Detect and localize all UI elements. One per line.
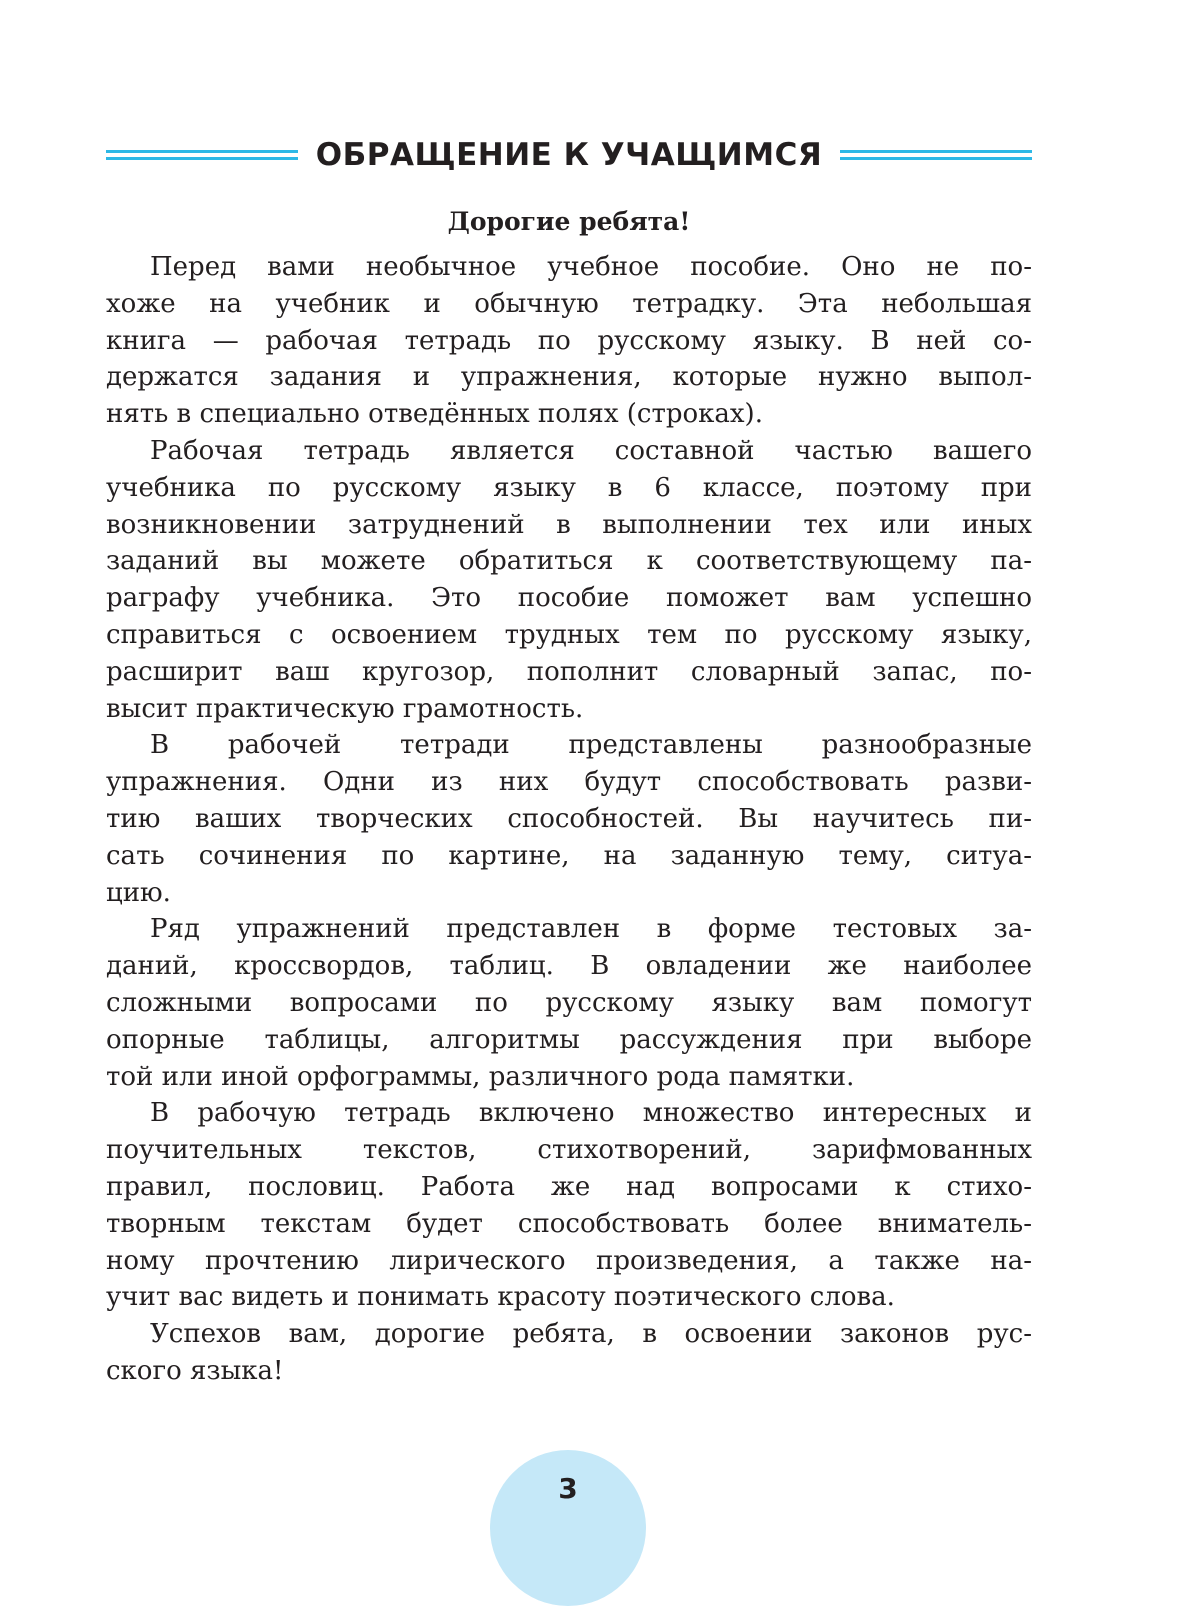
page-header xyxy=(106,132,1032,178)
paragraph-line: творным текстам будет способствовать более вниматель- xyxy=(106,1208,1032,1239)
paragraph xyxy=(106,1095,1032,1316)
paragraph-line: держатся задания и упражнения, которые нужно выпол- xyxy=(106,362,1032,393)
paragraph-line: ному прочтению лирического произведения, а также на- xyxy=(106,1245,1032,1276)
paragraph-line: справиться с освоением трудных тем по русскому языку, xyxy=(106,619,1032,650)
paragraph-line: заданий вы можете обратиться к соответствующему па- xyxy=(106,546,1032,577)
paragraph-line: расширит ваш кругозор, пополнит словарный запас, по- xyxy=(106,656,1032,687)
paragraph-line: цию. xyxy=(106,877,171,908)
paragraph-line: В рабочей тетради представлены разнообразные xyxy=(150,730,1032,761)
paragraph-line: хоже на учебник и обычную тетрадку. Эта небольшая xyxy=(106,288,1032,319)
paragraph-line: поучительных текстов, стихотворений, зарифмованных xyxy=(106,1135,1032,1166)
paragraph-line: учебника по русскому языку в 6 классе, поэтому при xyxy=(106,472,1032,503)
paragraph xyxy=(106,727,1032,911)
paragraph-line: сложными вопросами по русскому языку вам помогут xyxy=(106,987,1032,1018)
paragraph-line: опорные таблицы, алгоритмы рассуждения при выборе xyxy=(106,1024,1032,1055)
paragraph-line: Успехов вам, дорогие ребята, в освоении законов рус- xyxy=(150,1319,1032,1350)
paragraph-line: возникновении затруднений в выполнении тех или иных xyxy=(106,509,1032,540)
paragraph xyxy=(106,1316,1032,1390)
paragraph xyxy=(106,249,1032,433)
paragraph-line: Ряд упражнений представлен в форме тестовых за- xyxy=(150,914,1032,945)
paragraph-line: раграфу учебника. Это пособие поможет вам успешно xyxy=(106,583,1032,614)
header-rule-left xyxy=(106,150,298,160)
header-rule-right xyxy=(840,150,1032,160)
paragraph-line: Перед вами необычное учебное пособие. Оно не по- xyxy=(150,252,1032,282)
paragraph-line: той или иной орфограммы, различного рода памятки. xyxy=(106,1061,855,1092)
paragraph-line: В рабочую тетрадь включено множество интересных и xyxy=(150,1098,1032,1129)
paragraph-line: высит практическую грамотность. xyxy=(106,693,584,724)
paragraph-line: тию ваших творческих способностей. Вы научитесь пи- xyxy=(106,803,1032,834)
page-number: 3 xyxy=(558,1472,578,1505)
paragraph-line: правил, пословиц. Работа же над вопросами к стихо- xyxy=(106,1171,1032,1202)
paragraph-line: книга — рабочая тетрадь по русскому языку. В ней со- xyxy=(106,325,1032,356)
paragraph-line: даний, кроссвордов, таблиц. В овладении же наиболее xyxy=(106,951,1032,982)
paragraph-line: нять в специально отведённых полях (строках). xyxy=(106,399,763,430)
paragraph-line: сать сочинения по картине, на заданную тему, ситуа- xyxy=(106,840,1032,871)
page-title: ОБРАЩЕНИЕ К УЧАЩИМСЯ xyxy=(315,137,823,173)
paragraph-line: упражнения. Одни из них будут способствовать разви- xyxy=(106,767,1032,798)
paragraph xyxy=(106,911,1032,1095)
paragraph-line: учит вас видеть и понимать красоту поэтического слова. xyxy=(106,1282,895,1313)
greeting-heading: Дорогие ребята! xyxy=(447,207,691,236)
paragraph-line: Рабочая тетрадь является составной частью вашего xyxy=(150,435,1032,466)
paragraph xyxy=(106,433,1032,727)
paragraph-line: ского языка! xyxy=(106,1355,284,1386)
body-text xyxy=(106,249,1032,1390)
